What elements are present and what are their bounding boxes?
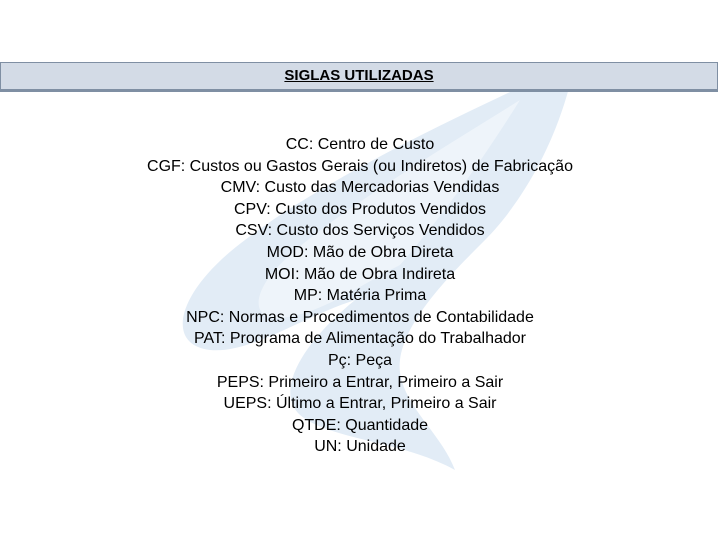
list-item: NPC: Normas e Procedimentos de Contabilidade [186, 308, 534, 326]
list-item: CGF: Custos ou Gastos Gerais (ou Indiretos) de Fabricação [147, 157, 573, 175]
list-item: CPV: Custo dos Produtos Vendidos [234, 200, 486, 218]
list-item: CSV: Custo dos Serviços Vendidos [235, 222, 485, 240]
list-item: Pç: Peça [327, 351, 393, 369]
list-item: CMV: Custo das Mercadorias Vendidas [220, 179, 500, 197]
list-item: MP: Matéria Prima [293, 287, 427, 305]
list-item: QTDE: Quantidade [291, 416, 429, 434]
list-item: MOI: Mão de Obra Indireta [264, 265, 456, 283]
list-item: PAT: Programa de Alimentação do Trabalhador [193, 330, 527, 348]
page-title: SIGLAS UTILIZADAS [284, 67, 434, 84]
list-item: UN: Unidade [314, 438, 406, 456]
list-item: CC: Centro de Custo [285, 136, 435, 153]
acronym-list [0, 134, 720, 458]
list-item: PEPS: Primeiro a Entrar, Primeiro a Sair [216, 373, 504, 391]
title-bar [0, 62, 718, 92]
list-item: UEPS: Último a Entrar, Primeiro a Sair [223, 395, 497, 413]
list-item: MOD: Mão de Obra Direta [266, 243, 454, 261]
